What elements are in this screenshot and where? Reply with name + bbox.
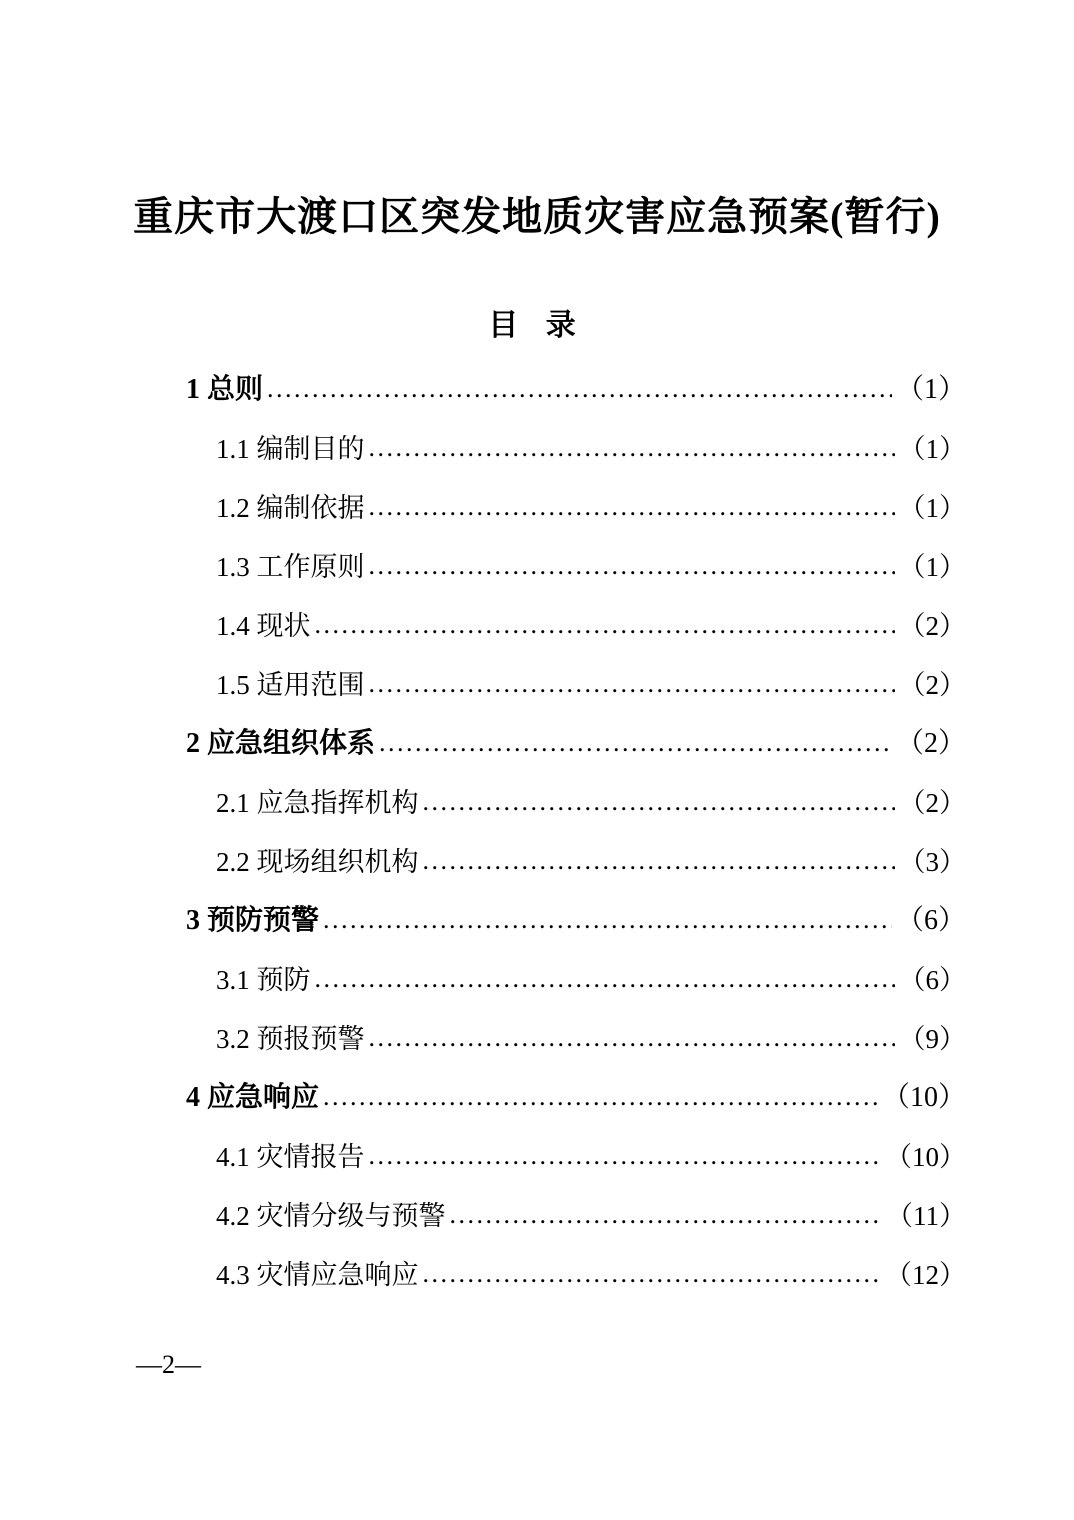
toc-leader-dots <box>323 907 892 935</box>
toc-entry-label: 4.1 灾情报告 <box>216 1142 365 1172</box>
toc-entry-page-number: （1） <box>898 434 966 464</box>
page-footer-number: —2— <box>136 1350 201 1379</box>
toc-entry-page-number: （1） <box>898 493 966 523</box>
toc-entry-label: 2.2 现场组织机构 <box>216 847 419 877</box>
toc-leader-dots <box>369 1143 882 1171</box>
toc-entry-page-number: （9） <box>898 1024 966 1054</box>
toc-entry-page-number: （2） <box>898 670 966 700</box>
toc-entry[interactable] <box>186 1053 966 1112</box>
toc-entry-label: 1.4 现状 <box>216 611 311 641</box>
toc-entry[interactable] <box>216 1230 966 1289</box>
toc-entry-page-number: （2） <box>895 728 966 759</box>
toc-entry[interactable] <box>186 876 966 935</box>
toc-entry-label: 2.1 应急指挥机构 <box>216 788 419 818</box>
toc-entry-label: 1.1 编制目的 <box>216 434 365 464</box>
toc-entry[interactable] <box>216 1171 966 1230</box>
toc-entry[interactable] <box>186 345 966 404</box>
toc-leader-dots <box>369 435 895 463</box>
toc-entry-label: 3.1 预防 <box>216 965 311 995</box>
toc-entry[interactable] <box>216 994 966 1053</box>
toc-entry-page-number: （6） <box>895 905 966 936</box>
toc-entry-label: 1.5 适用范围 <box>216 670 365 700</box>
toc-entry-label: 1.3 工作原则 <box>216 552 365 582</box>
toc-entry[interactable] <box>216 640 966 699</box>
toc-leader-dots <box>369 671 895 699</box>
toc-leader-dots <box>379 730 892 758</box>
toc-entry-label: 2 应急组织体系 <box>186 728 376 759</box>
toc-entry-label: 4 应急响应 <box>186 1082 320 1113</box>
toc-entry[interactable] <box>216 581 966 640</box>
toc-entry-page-number: （11） <box>886 1201 966 1231</box>
toc-entry-page-number: （1） <box>898 552 966 582</box>
toc-entry-page-number: （1） <box>895 374 966 405</box>
table-of-contents <box>186 345 966 1289</box>
toc-entry-page-number: （12） <box>885 1260 966 1290</box>
toc-leader-dots <box>423 1261 882 1289</box>
toc-entry[interactable] <box>216 817 966 876</box>
toc-entry[interactable] <box>216 404 966 463</box>
toc-leader-dots <box>369 494 895 522</box>
toc-entry[interactable] <box>216 463 966 522</box>
toc-entry-label: 4.3 灾情应急响应 <box>216 1260 419 1290</box>
toc-entry-page-number: （10） <box>881 1082 966 1113</box>
toc-entry-page-number: （10） <box>885 1142 966 1172</box>
toc-entry-label: 1.2 编制依据 <box>216 493 365 523</box>
toc-entry-page-number: （2） <box>898 788 966 818</box>
toc-leader-dots <box>369 1025 895 1053</box>
toc-leader-dots <box>450 1202 883 1230</box>
toc-leader-dots <box>315 612 895 640</box>
toc-leader-dots <box>423 789 895 817</box>
toc-entry-label: 3 预防预警 <box>186 905 320 936</box>
toc-entry-page-number: （6） <box>898 965 966 995</box>
page-title: 重庆市大渡口区突发地质灾害应急预案(暂行) <box>133 194 941 239</box>
toc-leader-dots <box>369 553 895 581</box>
toc-entry[interactable] <box>216 935 966 994</box>
toc-entry-page-number: （3） <box>898 847 966 877</box>
toc-entry-page-number: （2） <box>898 611 966 641</box>
toc-entry[interactable] <box>216 522 966 581</box>
toc-entry[interactable] <box>216 1112 966 1171</box>
toc-leader-dots <box>315 966 895 994</box>
toc-entry-label: 3.2 预报预警 <box>216 1024 365 1054</box>
toc-entry-label: 1 总则 <box>186 374 264 405</box>
toc-leader-dots <box>423 848 895 876</box>
toc-entry[interactable] <box>186 699 966 758</box>
toc-leader-dots <box>267 376 892 404</box>
toc-entry[interactable] <box>216 758 966 817</box>
toc-entry-label: 4.2 灾情分级与预警 <box>216 1201 446 1231</box>
toc-heading: 目 录 <box>488 309 586 342</box>
toc-leader-dots <box>323 1084 878 1112</box>
